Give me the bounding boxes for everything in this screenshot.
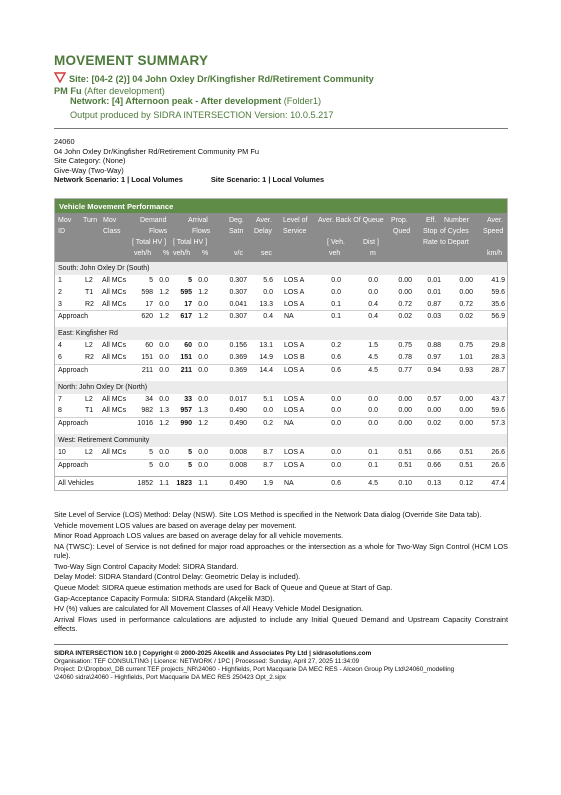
cell-turn: L2	[85, 277, 93, 284]
note-paragraph: NA (TWSC): Level of Service is not defined for major road approaches or the intersection as a whole for Two-Way Sign Control (HCM LOS rule).	[54, 541, 508, 561]
site-control: Give-Way (Two-Way)	[54, 165, 124, 175]
cell-delay: 14.4	[259, 366, 273, 374]
cell-spd: 59.6	[491, 407, 505, 415]
cell-cyc: 1.01	[459, 353, 473, 361]
cell-spd: 26.6	[491, 448, 505, 456]
cell-los: NA	[284, 313, 294, 321]
vehicle-movement-table	[54, 198, 508, 491]
cell-ah: 0.0	[198, 277, 208, 284]
page-title: MOVEMENT SUMMARY	[54, 53, 209, 68]
cell-cyc: 0.00	[459, 288, 473, 296]
cell-at: 595	[180, 288, 192, 296]
approach-row	[55, 310, 507, 322]
header-arrival: Arrival	[188, 217, 208, 224]
cell-cyc: 0.00	[459, 407, 473, 415]
header-prop: Prop.	[391, 217, 408, 224]
cell-dh: 1.3	[159, 407, 169, 415]
header-pct-2: %	[202, 250, 209, 257]
cell-prop: 0.51	[398, 448, 412, 456]
cell-at: 1823	[176, 480, 192, 488]
note-paragraph: Site Level of Service (LOS) Method: Delay (NSW). Site LOS Method is specified in the Network Data dialog (Override Site Data tab).	[54, 510, 482, 519]
approach-label: Approach	[58, 420, 88, 428]
note-paragraph: Gap-Acceptance Capacity Formula: SIDRA Standard (Akçelik M3D).	[54, 593, 275, 603]
cell-id: 8	[58, 407, 62, 415]
approach-row	[55, 417, 507, 429]
header-stop: Stop	[423, 228, 438, 235]
cell-spd: 56.9	[491, 313, 505, 321]
cell-turn: T1	[85, 288, 94, 296]
cell-cls: All MCs	[102, 288, 127, 296]
cell-eff: 0.03	[427, 313, 441, 321]
note-paragraph: HV (%) values are calculated for All Movement Classes of All Heavy Vehicle Model Designation.	[54, 604, 364, 614]
cell-cls: All MCs	[102, 407, 127, 415]
cell-at: 5	[188, 448, 192, 456]
cell-dh: 0.0	[159, 300, 169, 308]
cell-veh: 0.1	[331, 300, 341, 308]
cell-spd: 57.3	[491, 420, 505, 428]
network-name: Network: [4] Afternoon peak - After development	[70, 96, 282, 106]
cell-cls: All MCs	[102, 277, 127, 284]
header-veh: veh	[329, 250, 341, 257]
note-paragraph: Vehicle movement LOS values are based on average delay per movement.	[54, 520, 297, 530]
header-eff: Eff.	[426, 217, 437, 224]
cell-deg: 0.369	[229, 353, 247, 361]
cell-dt: 5	[149, 448, 153, 456]
network-scenario: Network Scenario: 1 | Local Volumes	[54, 175, 183, 185]
cell-cls: All MCs	[102, 300, 127, 308]
cell-deg: 0.369	[229, 366, 247, 374]
notes	[54, 510, 508, 635]
footer	[54, 650, 514, 682]
cell-prop: 0.72	[398, 300, 412, 308]
site-name: Site: [04-2 (2)] 04 John Oxley Dr/Kingfisher Rd/Retirement Community PM Fu	[54, 74, 374, 96]
cell-spd: 47.4	[491, 480, 505, 488]
cell-ah: 0.0	[198, 300, 208, 308]
cell-turn: L2	[85, 342, 93, 350]
approach-label: Approach	[58, 461, 88, 469]
cell-spd: 43.7	[491, 395, 505, 403]
header-class: Class	[103, 228, 121, 235]
site-suffix: (After development)	[84, 85, 165, 96]
cell-ah: 1.2	[198, 420, 208, 428]
table-row	[55, 352, 507, 364]
site-category: Site Category: (None)	[54, 156, 126, 166]
cell-los: NA	[284, 480, 294, 488]
cell-ah: 0.0	[198, 448, 208, 456]
cell-dt: 598	[141, 288, 153, 296]
cell-dist: 0.1	[368, 461, 378, 469]
cell-dh: 0.0	[159, 277, 169, 284]
header-aver-delay: Aver.	[256, 217, 272, 224]
header-of-cycles: of Cycles	[440, 228, 469, 235]
cell-deg: 0.307	[229, 288, 247, 296]
cell-prop: 0.00	[398, 407, 412, 415]
all-vehicles-row	[55, 476, 507, 490]
cell-at: 211	[180, 366, 192, 374]
cell-id: 4	[58, 342, 62, 350]
cell-at: 17	[184, 300, 192, 308]
note-paragraph: Minor Road Approach LOS values are based on average delay for all vehicle movements.	[54, 531, 344, 541]
cell-los: LOS A	[284, 366, 305, 374]
cell-dt: 60	[145, 342, 153, 350]
cell-ah: 0.0	[198, 461, 208, 469]
cell-id: 7	[58, 395, 62, 403]
header-rate: Rate	[423, 239, 438, 246]
header-mov-class: Mov	[103, 217, 117, 224]
cell-dist: 0.0	[368, 395, 378, 403]
cell-ah: 1.2	[198, 313, 208, 321]
cell-deg: 0.307	[229, 313, 247, 321]
site-scenario: Site Scenario: 1 | Local Volumes	[210, 175, 325, 185]
cell-turn: L2	[85, 395, 93, 403]
header-speed: Speed	[483, 228, 504, 235]
cell-cls: All MCs	[102, 448, 127, 456]
table-title: Vehicle Movement Performance	[55, 199, 507, 213]
cell-dt: 620	[141, 313, 153, 321]
cell-dist: 0.0	[368, 407, 378, 415]
table-row	[55, 299, 507, 311]
header-mov: Mov	[58, 217, 72, 224]
cell-cyc: 0.12	[459, 480, 473, 488]
cell-deg: 0.017	[229, 395, 247, 403]
note-paragraph: Arrival Flows used in performance calculations are adjusted to include any Initial Queued Demand and Upstream Capacity Constraint effects.	[54, 614, 508, 634]
cell-los: LOS A	[284, 277, 305, 284]
header-kmh: km/h	[487, 250, 503, 257]
cell-dh: 0.0	[159, 342, 169, 350]
cell-at: 990	[180, 420, 192, 428]
cell-at: 5	[188, 277, 192, 284]
cell-dt: 5	[149, 461, 153, 469]
cell-los: LOS A	[284, 288, 305, 296]
approach-label: Approach	[58, 366, 88, 374]
cell-at: 33	[184, 395, 192, 403]
approach-section-header	[55, 381, 507, 394]
approach-row	[55, 459, 507, 471]
cell-veh: 0.6	[331, 353, 341, 361]
cell-cyc: 0.51	[459, 448, 473, 456]
header-vehh-1: veh/h	[134, 250, 152, 257]
cell-prop: 0.51	[398, 461, 412, 469]
cell-prop: 0.78	[398, 353, 412, 361]
cell-veh: 0.6	[331, 366, 341, 374]
header-vehh-2: veh/h	[173, 250, 191, 257]
cell-los: LOS A	[284, 300, 305, 308]
header-demand: Demand	[140, 217, 167, 224]
cell-eff: 0.66	[427, 461, 441, 469]
cell-ah: 0.0	[198, 395, 208, 403]
cell-ah: 0.0	[198, 342, 208, 350]
cell-id: 6	[58, 353, 62, 361]
cell-eff: 0.94	[427, 366, 441, 374]
cell-dh: 0.0	[159, 366, 169, 374]
cell-cls: All MCs	[102, 395, 127, 403]
cell-veh: 0.0	[331, 277, 341, 284]
footer-organisation: Organisation: TEF CONSULTING | Licence: NETWORK / 1PC | Processed: Sunday, April 27, 2025 11:34:09	[54, 658, 360, 665]
header-qued: Qued	[393, 228, 411, 235]
cell-dist: 0.0	[368, 288, 378, 296]
cell-dh: 0.0	[159, 448, 169, 456]
section-name: East: Kingfisher Rd	[58, 330, 118, 338]
cell-veh: 0.0	[331, 395, 341, 403]
cell-veh: 0.0	[331, 420, 341, 428]
cell-turn: R2	[85, 353, 94, 361]
cell-eff: 0.02	[427, 420, 441, 428]
table-row	[55, 275, 507, 287]
cell-dt: 211	[141, 366, 153, 374]
cell-eff: 0.88	[427, 342, 441, 350]
scenario-line	[54, 175, 324, 185]
cell-cls: All MCs	[102, 353, 127, 361]
footer-project-file: \24060 sidra\24060 - Highfields, Port Macquarie DA MEC RES 250423 Opt_2.sipx	[54, 674, 286, 681]
cell-prop: 0.00	[398, 420, 412, 428]
cell-at: 957	[180, 407, 192, 415]
cell-spd: 26.6	[491, 461, 505, 469]
cell-delay: 8.7	[263, 461, 273, 469]
cell-spd: 59.6	[491, 288, 505, 296]
cell-ah: 1.1	[198, 480, 208, 488]
cell-id: 3	[58, 300, 62, 308]
header-satn: Satn	[229, 228, 244, 235]
cell-at: 60	[184, 342, 192, 350]
section-name: South: John Oxley Dr (South)	[58, 265, 150, 272]
cell-dist: 4.5	[368, 366, 378, 374]
header-pct-1: %	[163, 250, 170, 257]
network-heading	[70, 96, 321, 106]
cell-dh: 1.2	[159, 313, 169, 321]
cell-id: 10	[58, 448, 66, 456]
section-name: North: John Oxley Dr (North)	[58, 383, 148, 391]
cell-eff: 0.66	[427, 448, 441, 456]
header-demand-flows: Flows	[149, 228, 168, 235]
cell-id: 1	[58, 277, 62, 284]
section-name: West: Retirement Community	[58, 436, 150, 444]
cell-deg: 0.490	[229, 420, 247, 428]
table-header	[55, 213, 507, 262]
cell-dh: 1.2	[159, 420, 169, 428]
cell-eff: 0.00	[427, 407, 441, 415]
cell-deg: 0.156	[229, 342, 247, 350]
cell-delay: 1.9	[263, 480, 273, 488]
header-delay: Delay	[254, 228, 272, 235]
cell-dist: 4.5	[368, 480, 378, 488]
cell-cyc: 0.00	[459, 420, 473, 428]
approach-section-header	[55, 262, 507, 275]
cell-dh: 1.1	[159, 480, 169, 488]
cell-deg: 0.008	[229, 461, 247, 469]
header-deg: Deg.	[229, 217, 244, 224]
cell-veh: 0.1	[331, 313, 341, 321]
cell-dt: 34	[145, 395, 153, 403]
cell-dist: 0.1	[368, 448, 378, 456]
cell-delay: 13.3	[259, 300, 273, 308]
cell-prop: 0.00	[398, 277, 412, 284]
cell-los: LOS A	[284, 342, 305, 350]
cell-dt: 982	[141, 407, 153, 415]
cell-dist: 0.4	[368, 300, 378, 308]
cell-ah: 0.0	[198, 353, 208, 361]
cell-dh: 0.0	[159, 461, 169, 469]
cell-eff: 0.01	[427, 288, 441, 296]
cell-cyc: 0.02	[459, 313, 473, 321]
cell-dh: 0.0	[159, 353, 169, 361]
cell-deg: 0.008	[229, 448, 247, 456]
cell-eff: 0.57	[427, 395, 441, 403]
cell-veh: 0.0	[331, 448, 341, 456]
cell-los: NA	[284, 420, 294, 428]
cell-prop: 0.10	[398, 480, 412, 488]
site-full-name: 04 John Oxley Dr/Kingfisher Rd/Retirement Community PM Fu	[54, 146, 259, 156]
header-total-hv-2: [ Total HV ]	[173, 239, 208, 246]
cell-dist: 4.5	[368, 353, 378, 361]
cell-at: 5	[188, 461, 192, 469]
approach-row	[55, 364, 507, 376]
cell-delay: 0.0	[263, 288, 273, 296]
note-paragraph: Two-Way Sign Control Capacity Model: SIDRA Standard.	[54, 561, 239, 571]
cell-dist: 0.0	[368, 277, 378, 284]
footer-divider	[54, 644, 508, 645]
cell-cyc: 0.75	[459, 342, 473, 350]
network-folder: (Folder1)	[283, 96, 322, 106]
cell-delay: 0.4	[263, 313, 273, 321]
divider	[54, 128, 508, 129]
header-arrival-flows: Flows	[192, 228, 211, 235]
cell-cyc: 0.72	[459, 300, 473, 308]
cell-los: LOS A	[284, 395, 305, 403]
cell-eff: 0.01	[427, 277, 441, 284]
cell-dh: 1.2	[159, 288, 169, 296]
cell-dist: 1.5	[368, 342, 378, 350]
table-row	[55, 447, 507, 459]
footer-project: Project: D:\Dropbox\_DB current TEF projects_NR\24060 - Highfields, Port Macquarie DA MEC RES - Alceon Group Pty Ltd\24060_modelling	[54, 666, 455, 673]
cell-turn: L2	[85, 448, 93, 456]
site-info	[54, 137, 324, 185]
total-label: All Vehicles	[58, 480, 94, 488]
cell-los: LOS A	[284, 407, 305, 415]
header-aver-speed: Aver.	[487, 217, 503, 224]
cell-dist: 0.4	[368, 313, 378, 321]
footer-copyright: SIDRA INTERSECTION 10.0 | Copyright © 2000-2025 Akcelik and Associates Pty Ltd | sidrasolutions.com	[54, 650, 372, 657]
header-turn: Turn	[83, 217, 98, 224]
cell-dt: 151	[141, 353, 153, 361]
cell-cyc: 0.93	[459, 366, 473, 374]
header-m: m	[370, 250, 376, 257]
cell-los: LOS B	[284, 353, 305, 361]
cell-delay: 0.2	[263, 420, 273, 428]
cell-dt: 1852	[137, 480, 153, 488]
cell-prop: 0.77	[398, 366, 412, 374]
cell-delay: 5.1	[263, 395, 273, 403]
cell-deg: 0.490	[229, 480, 247, 488]
cell-dh: 0.0	[159, 395, 169, 403]
header-number: Number	[444, 217, 469, 224]
header-id: ID	[58, 228, 65, 235]
header-service: Service	[283, 228, 307, 235]
cell-delay: 14.9	[259, 353, 273, 361]
cell-veh: 0.0	[331, 407, 341, 415]
cell-ah: 0.0	[198, 366, 208, 374]
cell-deg: 0.307	[229, 277, 247, 284]
cell-delay: 5.6	[263, 277, 273, 284]
table-body	[55, 262, 507, 490]
cell-veh: 0.2	[331, 342, 341, 350]
header-veh-bracket: [ Veh.	[327, 239, 345, 246]
site-id: 24060	[54, 137, 75, 146]
note-paragraph: Queue Model: SIDRA queue estimation methods are used for Back of Queue and Queue at Start of Gap.	[54, 582, 393, 592]
cell-veh: 0.0	[331, 461, 341, 469]
header-back-of-queue: Aver. Back Of Queue	[318, 217, 384, 224]
cell-eff: 0.97	[427, 353, 441, 361]
cell-eff: 0.13	[427, 480, 441, 488]
cell-dt: 5	[149, 277, 153, 284]
cell-spd: 28.3	[491, 353, 505, 361]
header-sec: sec	[261, 250, 272, 257]
cell-prop: 0.00	[398, 288, 412, 296]
header-total-hv-1: [ Total HV ]	[132, 239, 167, 246]
cell-delay: 8.7	[263, 448, 273, 456]
cell-spd: 29.8	[491, 342, 505, 350]
table-row	[55, 394, 507, 406]
cell-spd: 35.6	[491, 300, 505, 308]
cell-spd: 41.9	[491, 277, 505, 284]
cell-los: LOS A	[284, 448, 305, 456]
header-vc: v/c	[234, 250, 243, 257]
table-row	[55, 405, 507, 417]
cell-id: 2	[58, 288, 62, 296]
cell-cyc: 0.51	[459, 461, 473, 469]
note-paragraph: Delay Model: SIDRA Standard (Control Delay: Geometric Delay is included).	[54, 572, 301, 582]
header-dist: Dist ]	[363, 239, 379, 246]
cell-cyc: 0.00	[459, 395, 473, 403]
cell-dt: 1016	[137, 420, 153, 428]
cell-turn: T1	[85, 407, 94, 415]
cell-prop: 0.02	[398, 313, 412, 321]
cell-dist: 0.0	[368, 420, 378, 428]
cell-at: 617	[180, 313, 192, 321]
cell-spd: 28.7	[491, 366, 505, 374]
header-to-depart: to Depart	[440, 239, 469, 246]
cell-turn: R2	[85, 300, 94, 308]
approach-section-header	[55, 327, 507, 340]
header-level-of: Level of	[283, 217, 308, 224]
cell-eff: 0.87	[427, 300, 441, 308]
approach-section-header	[55, 434, 507, 447]
cell-ah: 1.2	[198, 288, 208, 296]
cell-veh: 0.0	[331, 288, 341, 296]
cell-cls: All MCs	[102, 342, 127, 350]
site-heading	[54, 72, 384, 97]
give-way-triangle-icon	[54, 72, 66, 83]
cell-dt: 17	[145, 300, 153, 308]
produced-by: Output produced by SIDRA INTERSECTION Version: 10.0.5.217	[70, 110, 334, 120]
approach-label: Approach	[58, 313, 88, 321]
cell-deg: 0.041	[229, 300, 247, 308]
cell-delay: 13.1	[259, 342, 273, 350]
table-row	[55, 340, 507, 352]
cell-deg: 0.490	[229, 407, 247, 415]
cell-delay: 0.0	[263, 407, 273, 415]
cell-ah: 1.3	[198, 407, 208, 415]
table-row	[55, 287, 507, 299]
cell-prop: 0.75	[398, 342, 412, 350]
cell-at: 151	[180, 353, 192, 361]
cell-veh: 0.6	[331, 480, 341, 488]
cell-cyc: 0.00	[459, 277, 473, 284]
cell-prop: 0.00	[398, 395, 412, 403]
cell-los: LOS A	[284, 461, 305, 469]
